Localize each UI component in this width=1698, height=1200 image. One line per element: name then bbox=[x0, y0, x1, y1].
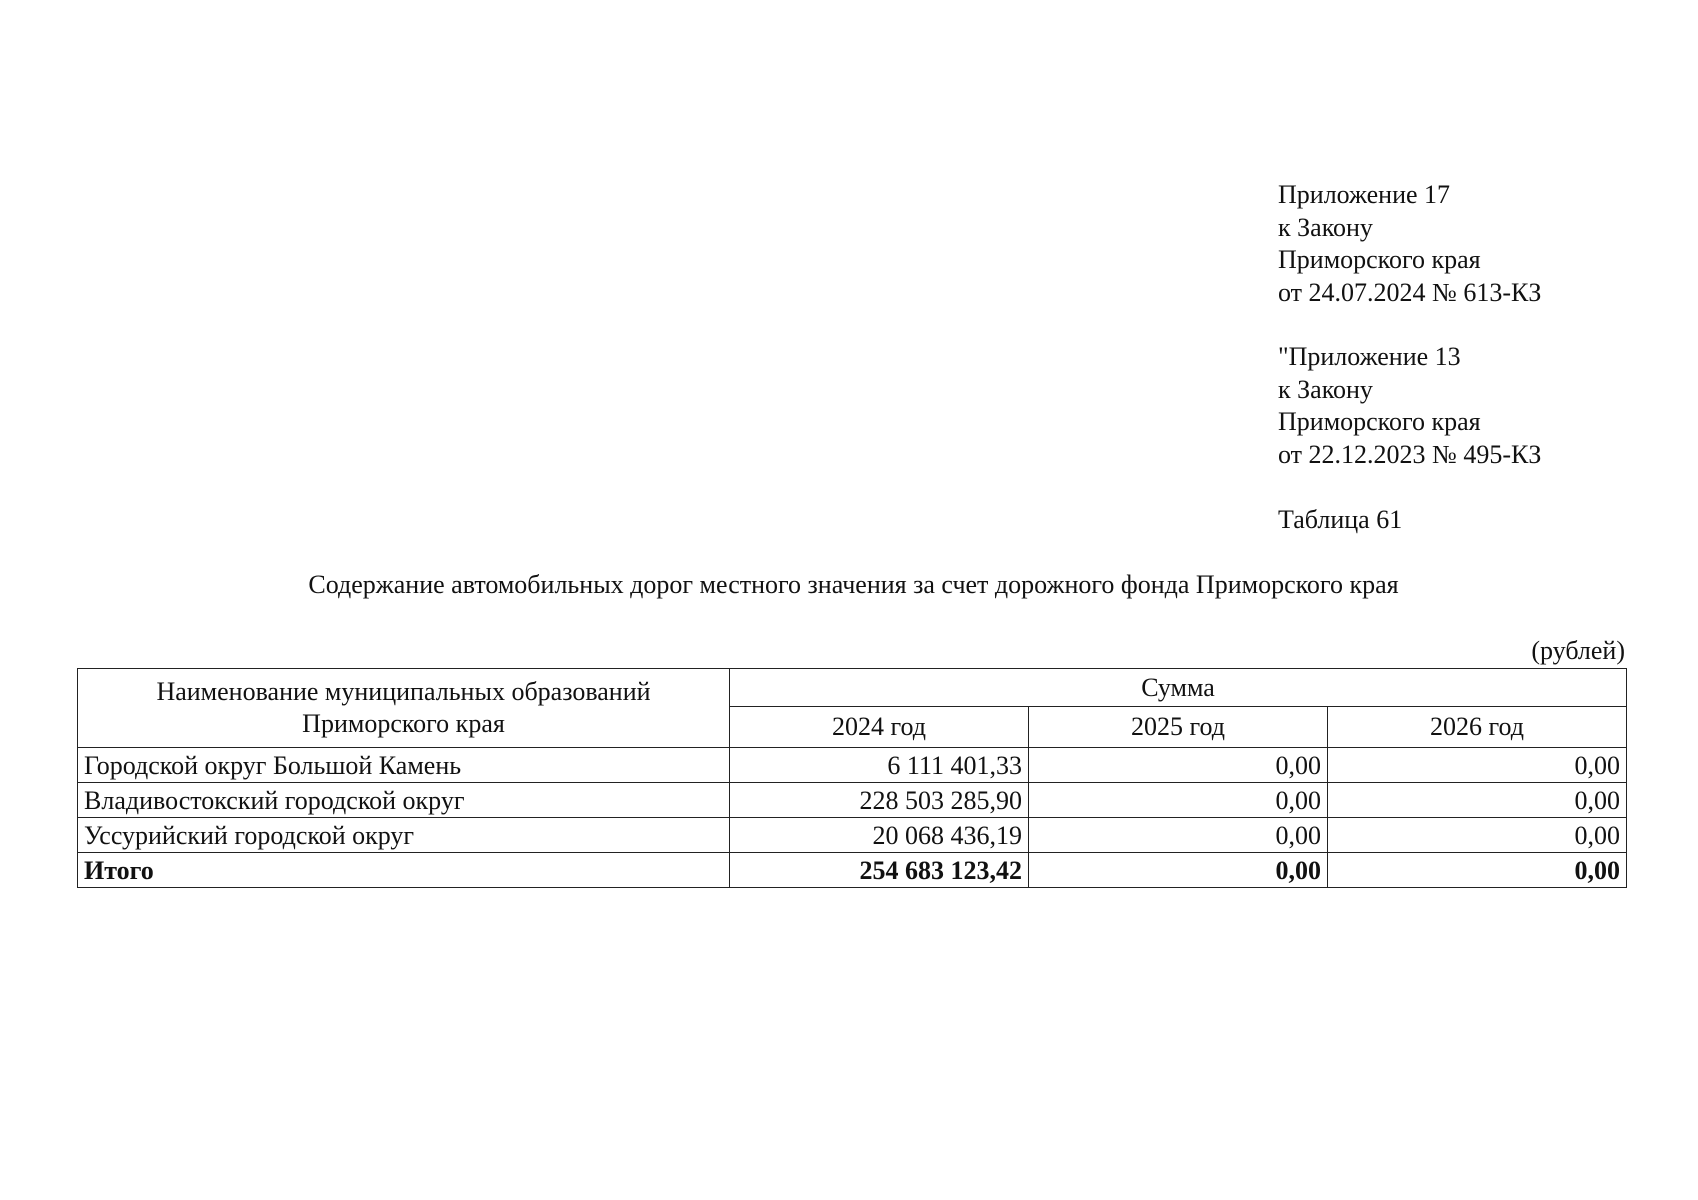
appendix-13-line-4: от 22.12.2023 № 495-КЗ bbox=[1278, 439, 1542, 469]
column-header-sum: Сумма bbox=[730, 669, 1627, 707]
amount-2026: 0,00 bbox=[1328, 818, 1627, 853]
total-2025: 0,00 bbox=[1029, 853, 1328, 888]
column-header-year-2024: 2024 год bbox=[730, 707, 1029, 748]
appendix-13-line-3: Приморского края bbox=[1278, 407, 1481, 436]
appendix-17-line-2: к Закону bbox=[1278, 212, 1373, 242]
appendix-17-line-1: Приложение 17 bbox=[1278, 180, 1451, 209]
column-header-year-2025: 2025 год bbox=[1029, 707, 1328, 748]
amount-2024: 20 068 436,19 bbox=[730, 818, 1029, 853]
amount-2026: 0,00 bbox=[1328, 748, 1627, 783]
appendix-17-line-3: Приморского края bbox=[1278, 245, 1481, 274]
amount-2024: 228 503 285,90 bbox=[730, 783, 1029, 818]
table-header-row bbox=[78, 669, 1627, 707]
budget-table bbox=[77, 668, 1627, 888]
total-2026: 0,00 bbox=[1328, 853, 1627, 888]
total-2024: 254 683 123,42 bbox=[730, 853, 1029, 888]
table-row bbox=[78, 748, 1627, 783]
table-row bbox=[78, 818, 1627, 853]
table-row bbox=[78, 783, 1627, 818]
column-header-municipality-line-1: Наименование муниципальных образований bbox=[156, 677, 651, 706]
municipality-name: Городской округ Большой Камень bbox=[78, 748, 730, 783]
column-header-municipality bbox=[78, 669, 730, 748]
appendix-13-line-1: "Приложение 13 bbox=[1278, 342, 1461, 371]
appendix-17-line-4: от 24.07.2024 № 613-КЗ bbox=[1278, 277, 1542, 307]
column-header-year-2026: 2026 год bbox=[1328, 707, 1627, 748]
appendix-13-header bbox=[1278, 341, 1541, 471]
amount-2025: 0,00 bbox=[1029, 783, 1328, 818]
appendix-17-header bbox=[1278, 179, 1541, 309]
amount-2025: 0,00 bbox=[1029, 818, 1328, 853]
total-label: Итого bbox=[78, 853, 730, 888]
column-header-municipality-line-2: Приморского края bbox=[302, 709, 505, 738]
amount-2024: 6 111 401,33 bbox=[730, 748, 1029, 783]
amount-2025: 0,00 bbox=[1029, 748, 1328, 783]
appendix-13-line-2: к Закону bbox=[1278, 374, 1373, 404]
amount-2026: 0,00 bbox=[1328, 783, 1627, 818]
municipality-name: Владивостокский городской округ bbox=[78, 783, 730, 818]
table-total-row bbox=[78, 853, 1627, 888]
units-label: (рублей) bbox=[1531, 636, 1625, 665]
document-title: Содержание автомобильных дорог местного значения за счет дорожного фонда Приморского края bbox=[308, 570, 1399, 599]
municipality-name: Уссурийский городской округ bbox=[78, 818, 730, 853]
table-number: Таблица 61 bbox=[1278, 505, 1403, 534]
